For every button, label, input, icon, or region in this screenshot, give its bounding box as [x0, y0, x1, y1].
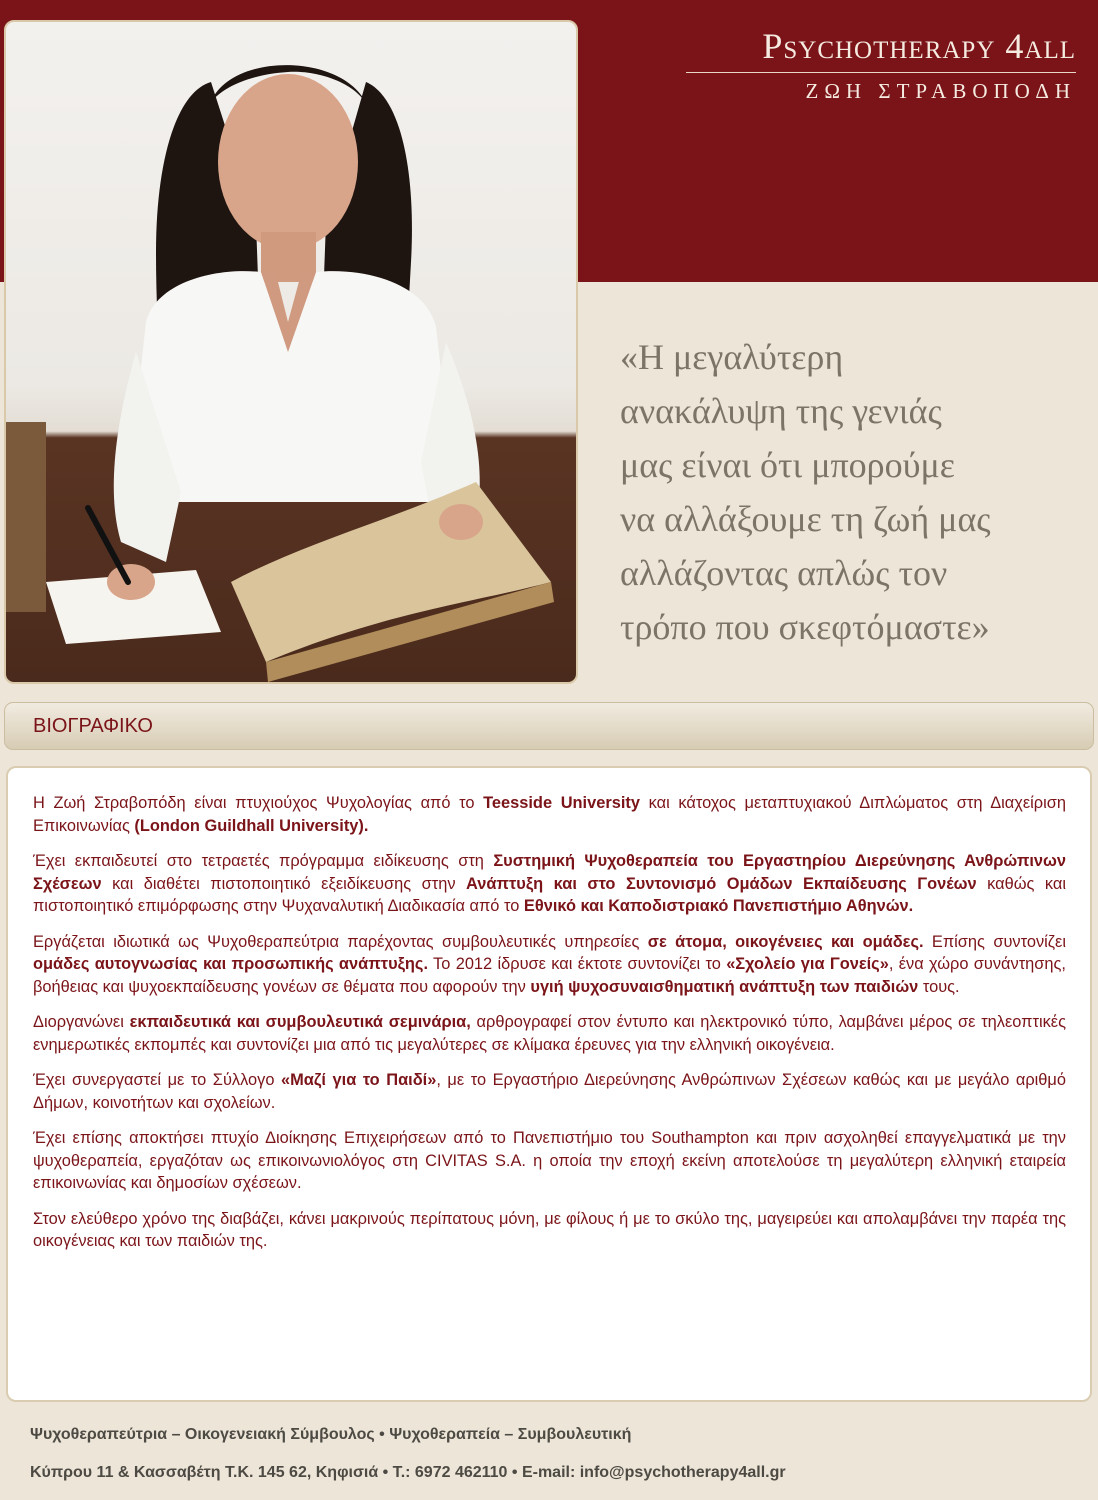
brand-subtitle: ΖΩΗ ΣΤΡΑΒΟΠΟΔΗ	[805, 79, 1076, 103]
section-header	[4, 702, 1094, 750]
bio-text: Έχει συνεργαστεί με το Σύλλογο	[33, 1071, 282, 1089]
bio-highlight: ομάδες αυτογνωσίας και προσωπικής ανάπτυξης.	[33, 955, 428, 973]
portrait-photo	[4, 20, 578, 684]
bio-text: τους.	[918, 977, 960, 996]
bio-text: Διοργανώνει	[33, 1013, 130, 1031]
bio-text: Η Ζωή Στραβοπόδη είναι πτυχιούχος Ψυχολογίας από το	[33, 794, 484, 812]
bio-paragraph	[33, 1011, 1066, 1056]
biography-box	[6, 766, 1092, 1402]
bio-text: Εργάζεται ιδιωτικά ως Ψυχοθεραπεύτρια παρέχοντας συμβουλευτικές υπηρεσίες	[33, 932, 648, 951]
bio-paragraph: Στον ελεύθερο χρόνο της διαβάζει, κάνει μακρινούς περίπατους μόνη, με φίλους ή με το σκύλο της, μαγειρεύει και απολαμβάνει την παρέα της οικογένειας και των παιδιών της.	[33, 1209, 1066, 1250]
footer-services: Ψυχοθεραπεύτρια – Οικογενειακή Σύμβουλος • Ψυχοθεραπεία – Συμβουλευτική	[30, 1426, 632, 1443]
bio-text: και διαθέτει πιστοποιητικό εξειδίκευσης στην	[101, 874, 467, 893]
bio-paragraph	[33, 931, 1066, 999]
quote-text: «Η μεγαλύτερη ανακάλυψη της γενιάς μας είναι ότι μπορούμε να αλλάξουμε τη ζωή μας αλλάζοντας απλώς τον τρόπο που σκεφτόμαστε»	[620, 337, 991, 647]
bio-highlight: Συστημική Ψυχοθεραπεία του Εργαστηρίου Διερεύνησης Ανθρώπινων Σχέσεων	[33, 852, 1066, 893]
footer-contact: Κύπρου 11 & Κασσαβέτη Τ.Κ. 145 62, Κηφισιά • Τ.: 6972 462110 • E-mail: info@psychotherapy4all.gr	[30, 1464, 786, 1481]
bio-text: και κάτοχος μεταπτυχιακού Διπλώματος στη Διαχείριση Επικοινωνίας	[33, 794, 1067, 835]
bio-text: Το 2012 ίδρυσε και έκτοτε συντονίζει το	[428, 955, 727, 973]
bio-paragraph	[33, 850, 1066, 918]
brand-logo	[656, 26, 1076, 104]
bio-text: Έχει εκπαιδευτεί στο τετραετές πρόγραμμα ειδίκευσης στη	[33, 852, 494, 870]
bio-text: καθώς και πιστοποιητικό επιμόρφωσης στην Ψυχαναλυτική Διαδικασία από το	[33, 874, 1066, 915]
bio-highlight: υγιή ψυχοσυναισθηματική ανάπτυξη των παιδιών	[530, 977, 919, 996]
bio-highlight: (London Guildhall University).	[134, 816, 369, 835]
bio-paragraph	[33, 792, 1066, 837]
bio-text: , ένα χώρο συνάντησης, βοήθειας και ψυχοεκπαίδευσης γονέων σε θέματα που αφορούν την	[33, 955, 1066, 996]
portrait-illustration	[6, 22, 578, 684]
bio-paragraph	[33, 1069, 1066, 1114]
bio-highlight: Εθνικό και Καποδιστριακό Πανεπιστήμιο Αθηνών.	[523, 897, 914, 915]
bio-text: Επίσης συντονίζει	[923, 932, 1066, 951]
brand-divider	[686, 72, 1076, 73]
bio-text: αρθρογραφεί στον έντυπο και ηλεκτρονικό τύπο, λαμβάνει μέρος σε τηλεοπτικές ενημερωτικές εκπομπές και συντονίζει μια από τις μεγαλύτερες σε κλίμακα έρευνες για την ελληνική οικογένεια.	[33, 1013, 1066, 1054]
bio-highlight: «Σχολείο για Γονείς»	[726, 955, 889, 973]
bio-highlight: σε άτομα, οικογένειες και ομάδες.	[647, 932, 924, 951]
bio-text: , με το Εργαστήριο Διερεύνησης Ανθρώπινων Σχέσεων καθώς και με μεγάλο αριθμό Δήμων, κοινοτήτων και σχολείων.	[33, 1071, 1066, 1112]
bio-highlight: εκπαιδευτικά και συμβουλευτικά σεμινάρια,	[129, 1013, 471, 1031]
bio-paragraph: Έχει επίσης αποκτήσει πτυχίο Διοίκησης Επιχειρήσεων από το Πανεπιστήμιο του Southampton και πριν ασχοληθεί επαγγελματικά με την ψυχοθεραπεία, εργαζόταν ως επικοινωνιολόγος στη CIVITAS S.A. η οποία την εποχή εκείνη αποτελούσε τη μεγαλύτερη ελληνική εταιρεία επικοινωνίας και δημοσίων σχέσεων.	[33, 1129, 1066, 1192]
bio-highlight: Ανάπτυξη και στο Συντονισμό Ομάδων Εκπαίδευσης Γονέων	[466, 874, 977, 893]
brand-name: Psychotherapy 4all	[762, 26, 1076, 66]
section-title: ΒΙΟΓΡΑΦΙΚΟ	[33, 715, 153, 737]
bio-highlight: «Μαζί για το Παιδί»	[281, 1071, 437, 1089]
bio-highlight: Teesside University	[483, 794, 640, 812]
